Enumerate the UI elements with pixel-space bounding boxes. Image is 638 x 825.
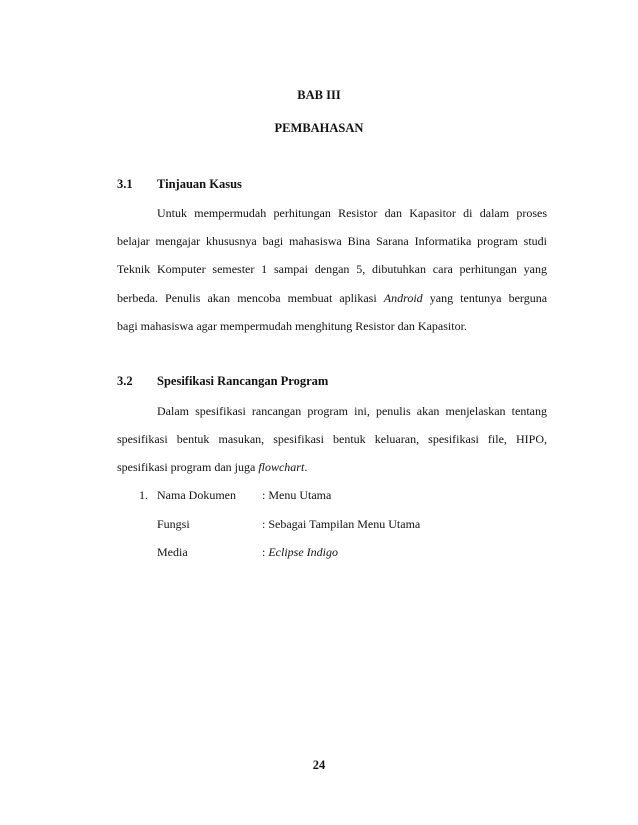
paragraph-line (117, 289, 547, 307)
text-run: : (262, 545, 269, 559)
chapter-title: PEMBAHASAN (274, 121, 364, 135)
italic-term: Android (383, 291, 423, 305)
paragraph-line: Dalam spesifikasi rancangan program ini, penulis akan menjelaskan tentang (157, 404, 547, 418)
italic-term: Eclipse Indigo (268, 545, 338, 559)
list-key: Nama Dokumen (157, 488, 236, 502)
list-value: : Sebagai Tampilan Menu Utama (262, 517, 421, 531)
section-number: 3.1 (117, 177, 133, 191)
paragraph-line (117, 458, 307, 476)
section-heading-3-1 (117, 177, 242, 192)
page-number: 24 (312, 758, 326, 772)
text-run: spesifikasi program dan juga (117, 460, 256, 474)
chapter-label: BAB III (297, 88, 341, 102)
text-run: berbeda. Penulis akan mencoba membuat aplikasi (117, 291, 377, 305)
section-title: Spesifikasi Rancangan Program (157, 374, 329, 388)
list-key: Fungsi (157, 517, 190, 531)
list-value: : Menu Utama (262, 488, 332, 502)
paragraph-line: bagi mahasiswa agar mempermudah menghitung Resistor dan Kapasitor. (117, 319, 467, 333)
section-number: 3.2 (117, 374, 133, 388)
paragraph-line: Teknik Komputer semester 1 sampai dengan 5, dibutuhkan cara perhitungan yang (117, 262, 547, 276)
paragraph-line: Untuk mempermudah perhitungan Resistor dan Kapasitor di dalam proses (157, 206, 547, 220)
list-number: 1. (139, 488, 148, 502)
text-run: . (304, 460, 308, 474)
paragraph-line: spesifikasi bentuk masukan, spesifikasi bentuk keluaran, spesifikasi file, HIPO, (117, 432, 547, 446)
section-heading-3-2 (117, 374, 328, 389)
list-value (262, 543, 338, 561)
italic-term: flowchart (258, 460, 305, 474)
section-title: Tinjauan Kasus (157, 177, 242, 191)
paragraph-line: belajar mengajar khususnya bagi mahasiswa Bina Sarana Informatika program studi (117, 234, 547, 248)
list-key: Media (157, 545, 188, 559)
text-run: yang tentunya berguna (429, 291, 548, 305)
